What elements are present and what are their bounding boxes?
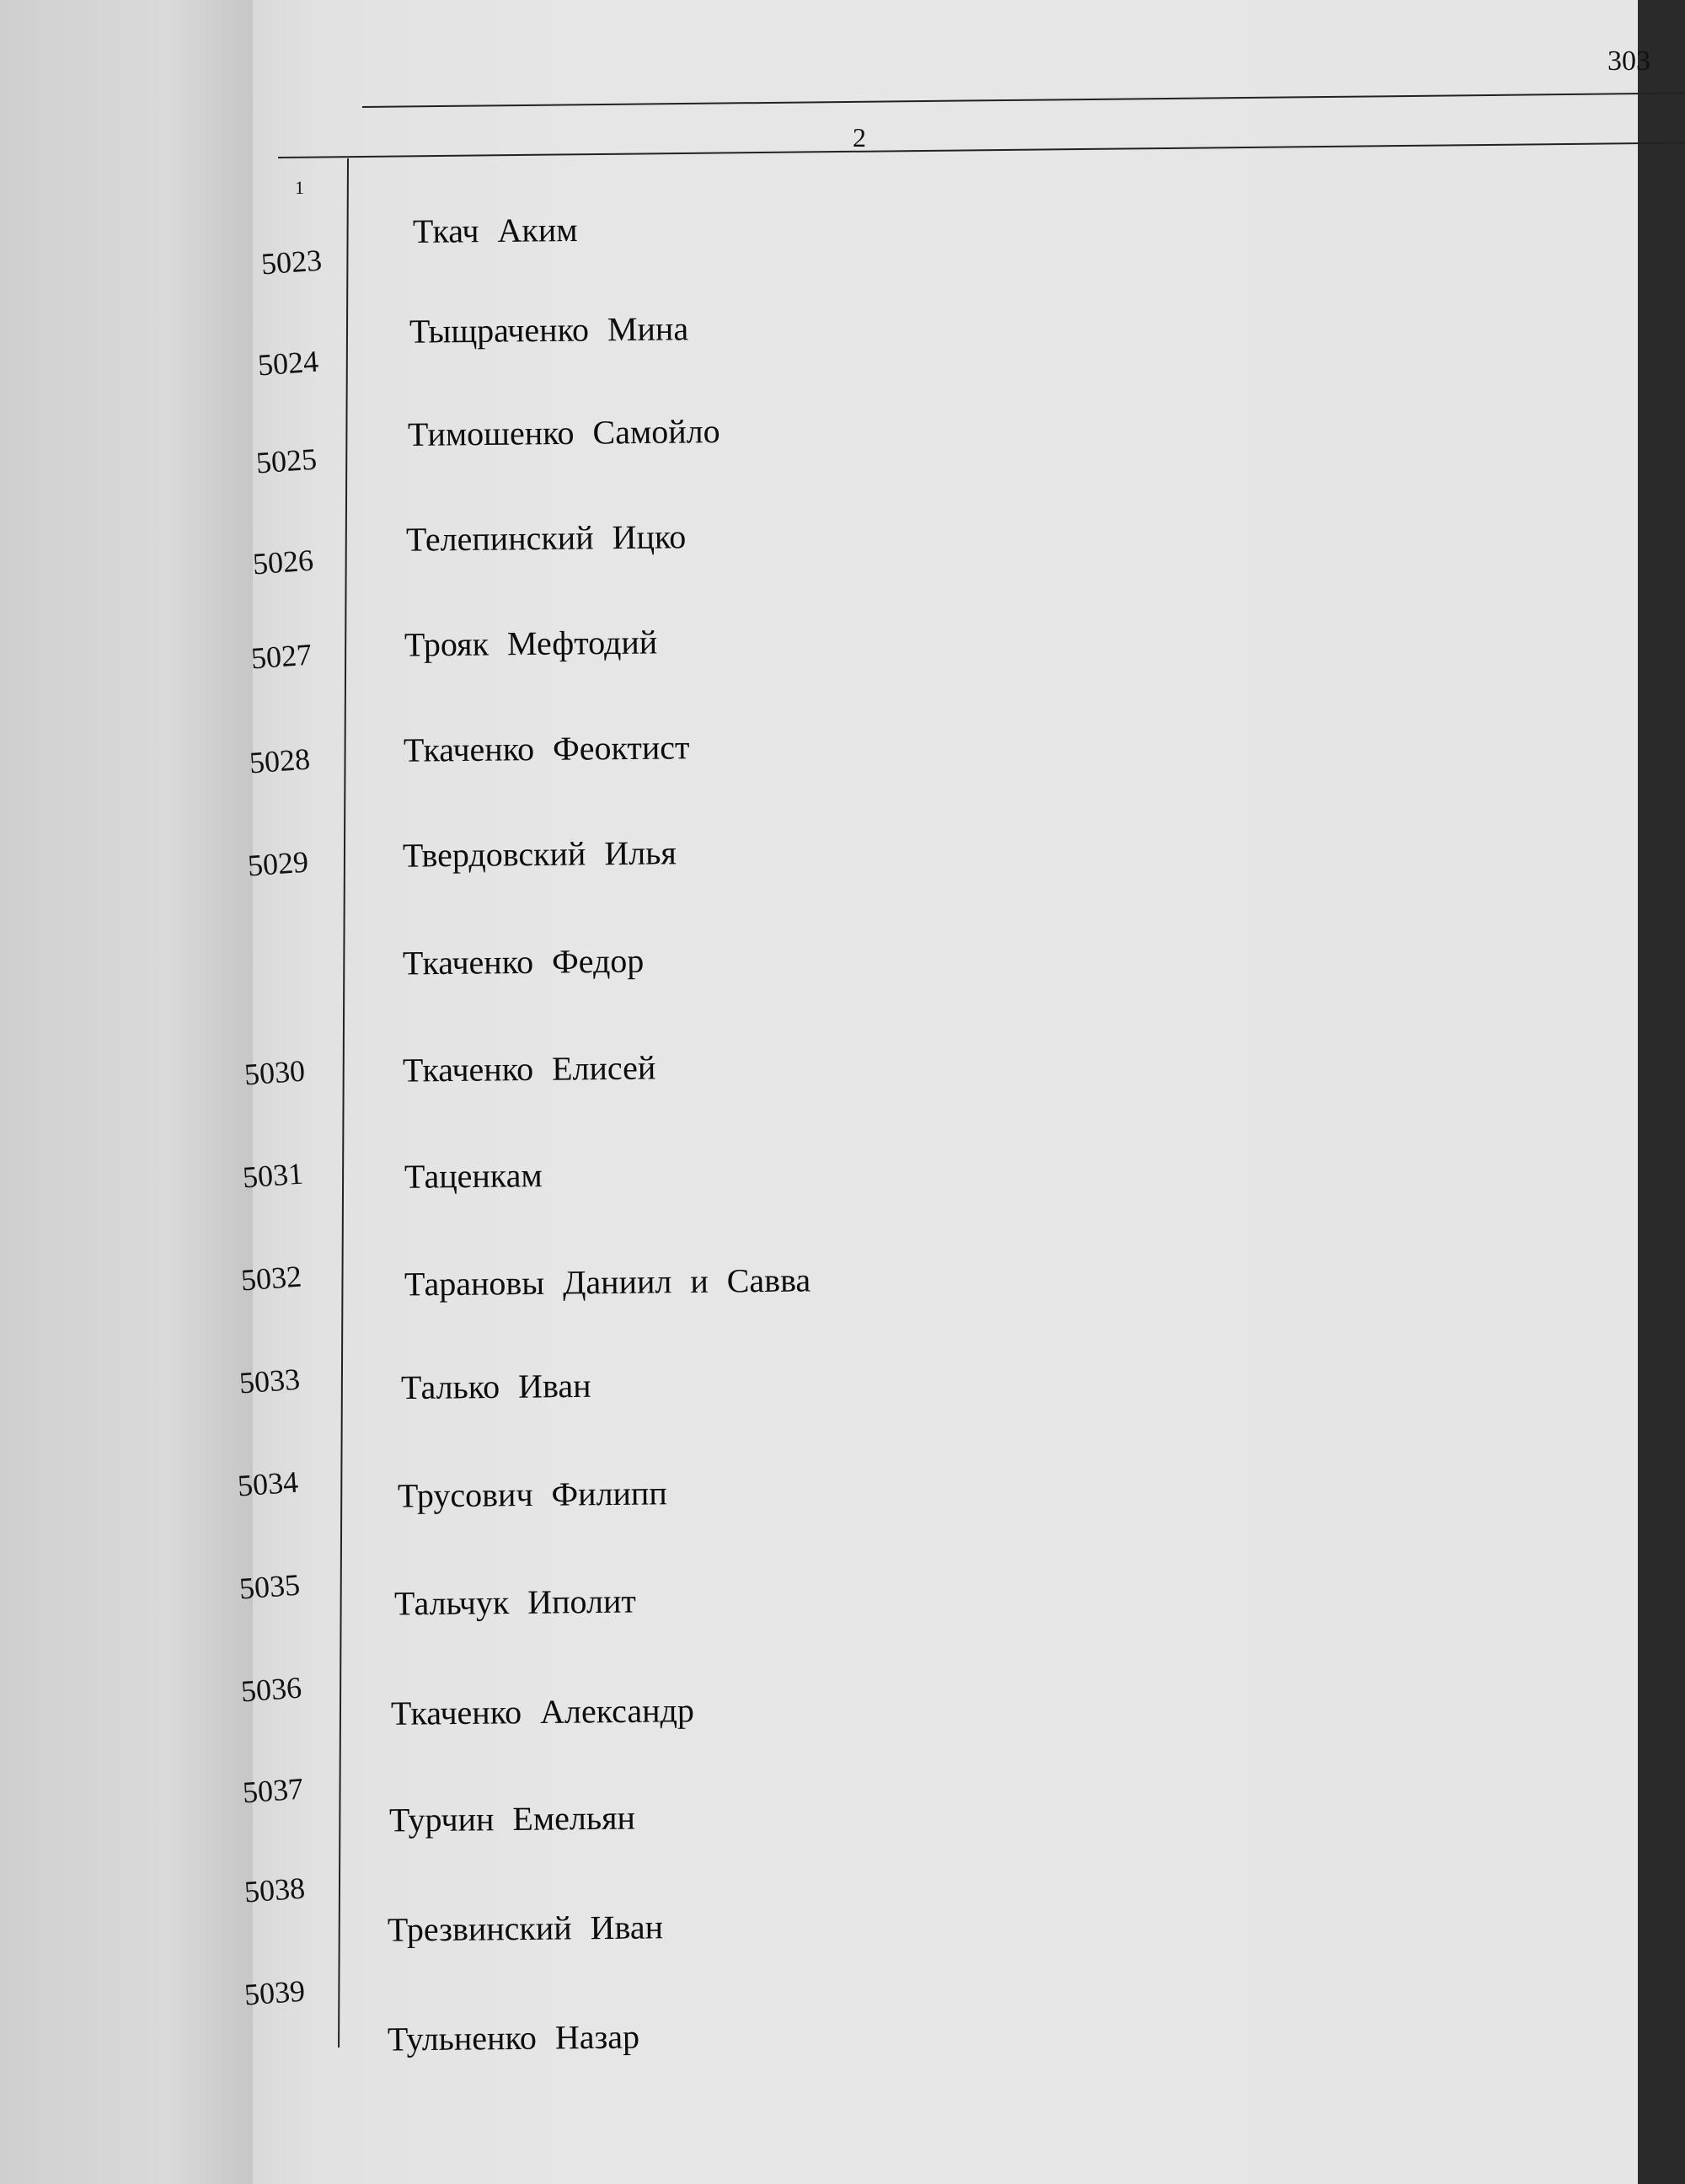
entry-name: Ткаченко Федор [402, 941, 645, 982]
entry-name: Твердовский Илья [402, 833, 677, 875]
right-page [236, 0, 1650, 2184]
entry-name: Таценкам [404, 1156, 543, 1196]
entry-number: 5029 [246, 844, 310, 883]
entry-number: 5035 [238, 1567, 302, 1606]
entry-number: 5033 [238, 1362, 302, 1400]
entry-name: Тульненко Назар [387, 2017, 640, 2058]
entry-name: Ткач Аким [412, 210, 578, 251]
header-bottom-rule [278, 142, 1685, 158]
entry-number: 5023 [259, 243, 324, 281]
entry-number: 5026 [251, 543, 315, 581]
entry-name: Тальчук Иполит [393, 1582, 637, 1623]
entry-name: Трояк Мефтодий [404, 623, 658, 664]
entry-number: 5030 [243, 1053, 307, 1092]
entry-name: Телепинский Ицко [405, 517, 687, 559]
entry-number: 5034 [236, 1464, 300, 1503]
entry-name: Талько Иван [400, 1366, 591, 1407]
entry-name: Тыщраченко Мина [409, 309, 689, 351]
entry-name: Турчин Емельян [388, 1798, 636, 1839]
entry-name: Ткаченко Елисей [402, 1048, 656, 1089]
entry-number: 5037 [241, 1771, 305, 1810]
entry-number: 5032 [239, 1259, 303, 1298]
entry-name: Трезвинский Иван [387, 1908, 664, 1949]
entry-name: Ткаченко Феоктист [403, 728, 690, 769]
entry-number: 5024 [256, 344, 320, 383]
entry-number: 5025 [254, 442, 318, 480]
column-divider [338, 158, 349, 2048]
entry-number: 5036 [239, 1670, 303, 1709]
left-facing-page [0, 0, 278, 2184]
entry-number: 5038 [243, 1871, 307, 1909]
top-rule [362, 93, 1685, 108]
column-header-1: 1 [295, 177, 304, 198]
page-number: 303 [1607, 46, 1650, 77]
column-header-2: 2 [853, 122, 866, 153]
entry-name: Тарановы Даниил и Савва [404, 1261, 811, 1303]
entry-name: Тимошенко Самойло [407, 412, 720, 453]
entry-number: 5039 [243, 1973, 307, 2012]
entry-name: Ткаченко Александр [390, 1691, 695, 1732]
entry-name: Трусович Филипп [397, 1474, 667, 1515]
entry-number: 5028 [248, 741, 312, 780]
entry-number: 5031 [241, 1156, 305, 1195]
entry-number: 5027 [249, 637, 313, 676]
